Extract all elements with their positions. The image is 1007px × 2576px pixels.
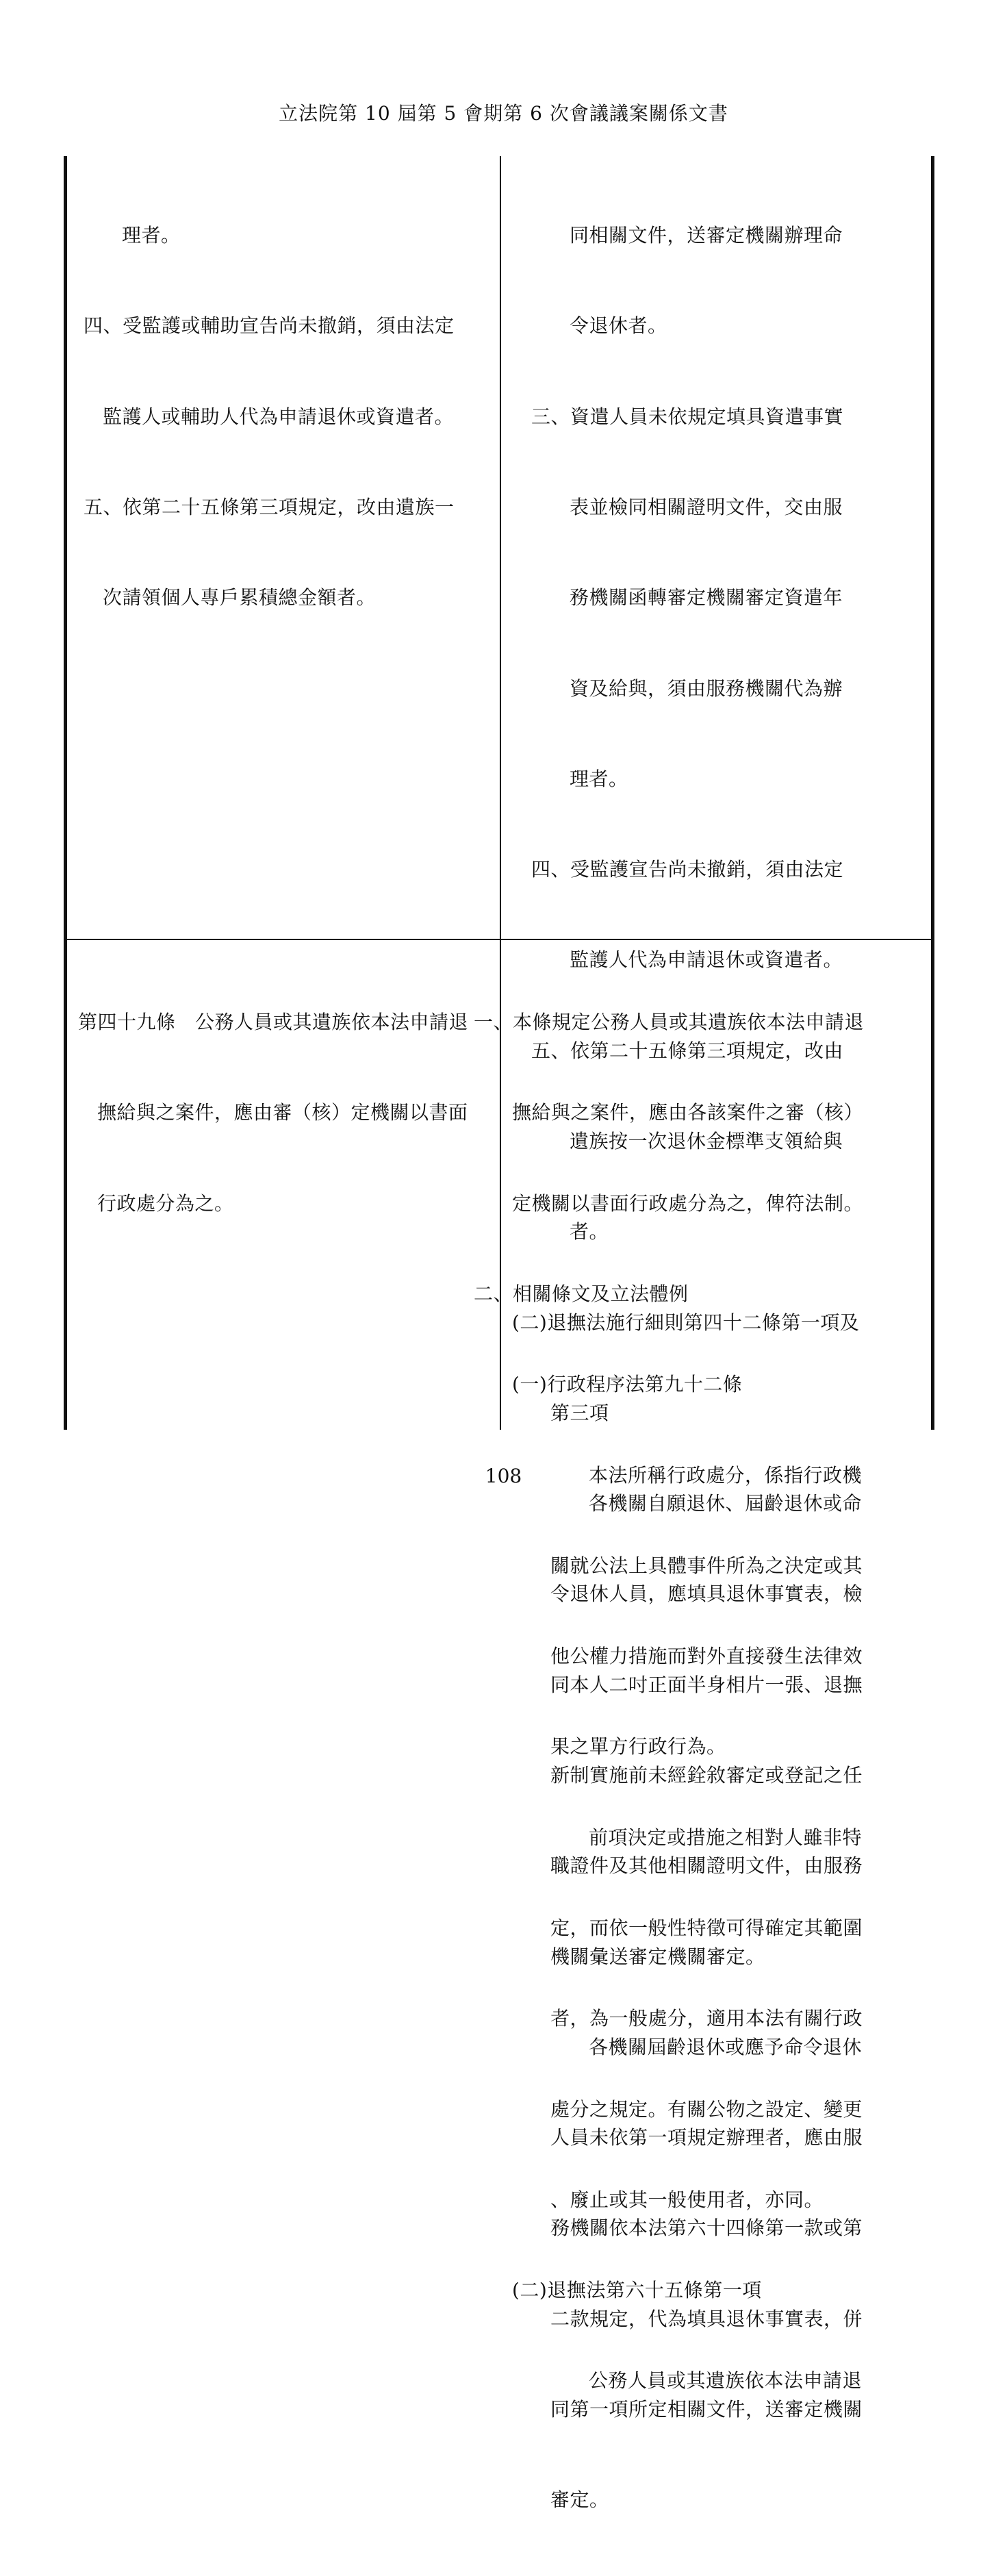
- text-line: 處分之規定。有關公物之設定、變更: [550, 2097, 863, 2121]
- column-divider: [500, 156, 501, 1430]
- text-line: 一、本條規定公務人員或其遺族依本法申請退: [474, 1011, 865, 1034]
- text-line: 定，而依一般性特徵可得確定其範圍: [550, 1917, 863, 1939]
- text-line: 令退休者。: [570, 314, 667, 338]
- text-line: 遺族按一次退休金標準支領給與: [570, 1130, 843, 1152]
- text-line: 撫給與之案件，應由審（核）定機關以書面: [97, 1101, 468, 1124]
- row-1-left-cell: [84, 160, 492, 674]
- text-line: 二、相關條文及立法體例: [474, 1283, 689, 1306]
- text-line: 新制實施前未經銓敘審定或登記之任: [550, 1763, 863, 1786]
- text-line: (二)退撫法施行細則第四十二條第一項及: [512, 1311, 860, 1334]
- text-line: 公務人員或其遺族依本法申請退: [589, 2369, 863, 2392]
- text-line: 二款規定，代為填具退休事實表，併: [550, 2307, 863, 2330]
- text-line: (二)退撫法第六十五條第一項: [512, 2279, 762, 2302]
- text-line: 定機關以書面行政處分為之，俾符法制。: [512, 1191, 864, 1215]
- text-line: 同相關文件，送審定機關辦理命: [570, 224, 843, 247]
- article-heading: 第四十九條 公務人員或其遺族依本法申請退: [78, 1011, 469, 1034]
- text-line: 同第一項所定相關文件，送審定機關: [550, 2397, 863, 2421]
- text-line: 審定。: [550, 2488, 609, 2512]
- text-line: 者，為一般處分，適用本法有關行政: [550, 2007, 863, 2030]
- text-line: (一)行政程序法第九十二條: [512, 1373, 743, 1396]
- text-line: 本法所稱行政處分，係指行政機: [589, 1463, 863, 1487]
- text-line: 務機關依本法第六十四條第一款或第: [550, 2217, 863, 2240]
- text-line: 前項決定或措施之相對人雖非特: [589, 1826, 863, 1849]
- text-line: 五、依第二十五條第三項規定，改由遺族一: [84, 496, 455, 519]
- text-line: 表並檢同相關證明文件，交由服: [570, 496, 843, 519]
- text-line: 四、受監護或輔助宣告尚未撤銷，須由法定: [84, 314, 455, 338]
- text-line: 第三項: [550, 1401, 609, 1424]
- text-line: 三、資遣人員未依規定填具資遣事實: [531, 405, 844, 428]
- row-2-left-cell: [78, 947, 492, 1279]
- text-line: 理者。: [570, 767, 628, 790]
- text-line: 監護人代為申請退休或資遣者。: [570, 948, 843, 972]
- text-line: 四、受監護宣告尚未撤銷，須由法定: [531, 858, 844, 881]
- text-line: 務機關函轉審定機關審定資遣年: [570, 586, 843, 609]
- text-line: 果之單方行政行為。: [550, 1735, 726, 1758]
- page-number: 108: [485, 1465, 522, 1487]
- text-line: 理者。: [122, 224, 181, 247]
- text-line: 人員未依第一項規定辦理者，應由服: [550, 2126, 863, 2149]
- text-line: 行政處分為之。: [97, 1191, 234, 1215]
- text-line: 各機關自願退休、屆齡退休或命: [589, 1492, 863, 1515]
- text-line: 資及給與，須由服務機關代為辦: [570, 677, 843, 700]
- text-line: 關就公法上具體事件所為之決定或其: [550, 1554, 863, 1577]
- text-line: 各機關屆齡退休或應予命令退休: [589, 2035, 863, 2058]
- text-line: 機關彙送審定機關審定。: [550, 1945, 765, 1968]
- text-line: 他公權力措施而對外直接發生法律效: [550, 1645, 863, 1668]
- text-line: 同本人二吋正面半身相片一張、退撫: [550, 1673, 863, 1696]
- text-line: 五、依第二十五條第三項規定，改由: [531, 1039, 844, 1062]
- text-line: 、廢止或其一般使用者，亦同。: [550, 2188, 824, 2211]
- page-header: 立法院第 10 屆第 5 會期第 6 次會議議案關係文書: [279, 102, 728, 125]
- text-line: 次請領個人專戶累積總金額者。: [103, 586, 377, 609]
- text-line: 職證件及其他相關證明文件，由服務: [550, 1854, 863, 1878]
- text-line: 令退休人員，應填具退休事實表，檢: [550, 1582, 863, 1606]
- text-line: 者。: [570, 1220, 609, 1243]
- text-line: 監護人或輔助人代為申請退休或資遣者。: [103, 405, 455, 428]
- text-line: 撫給與之案件，應由各該案件之審（核）: [512, 1101, 864, 1124]
